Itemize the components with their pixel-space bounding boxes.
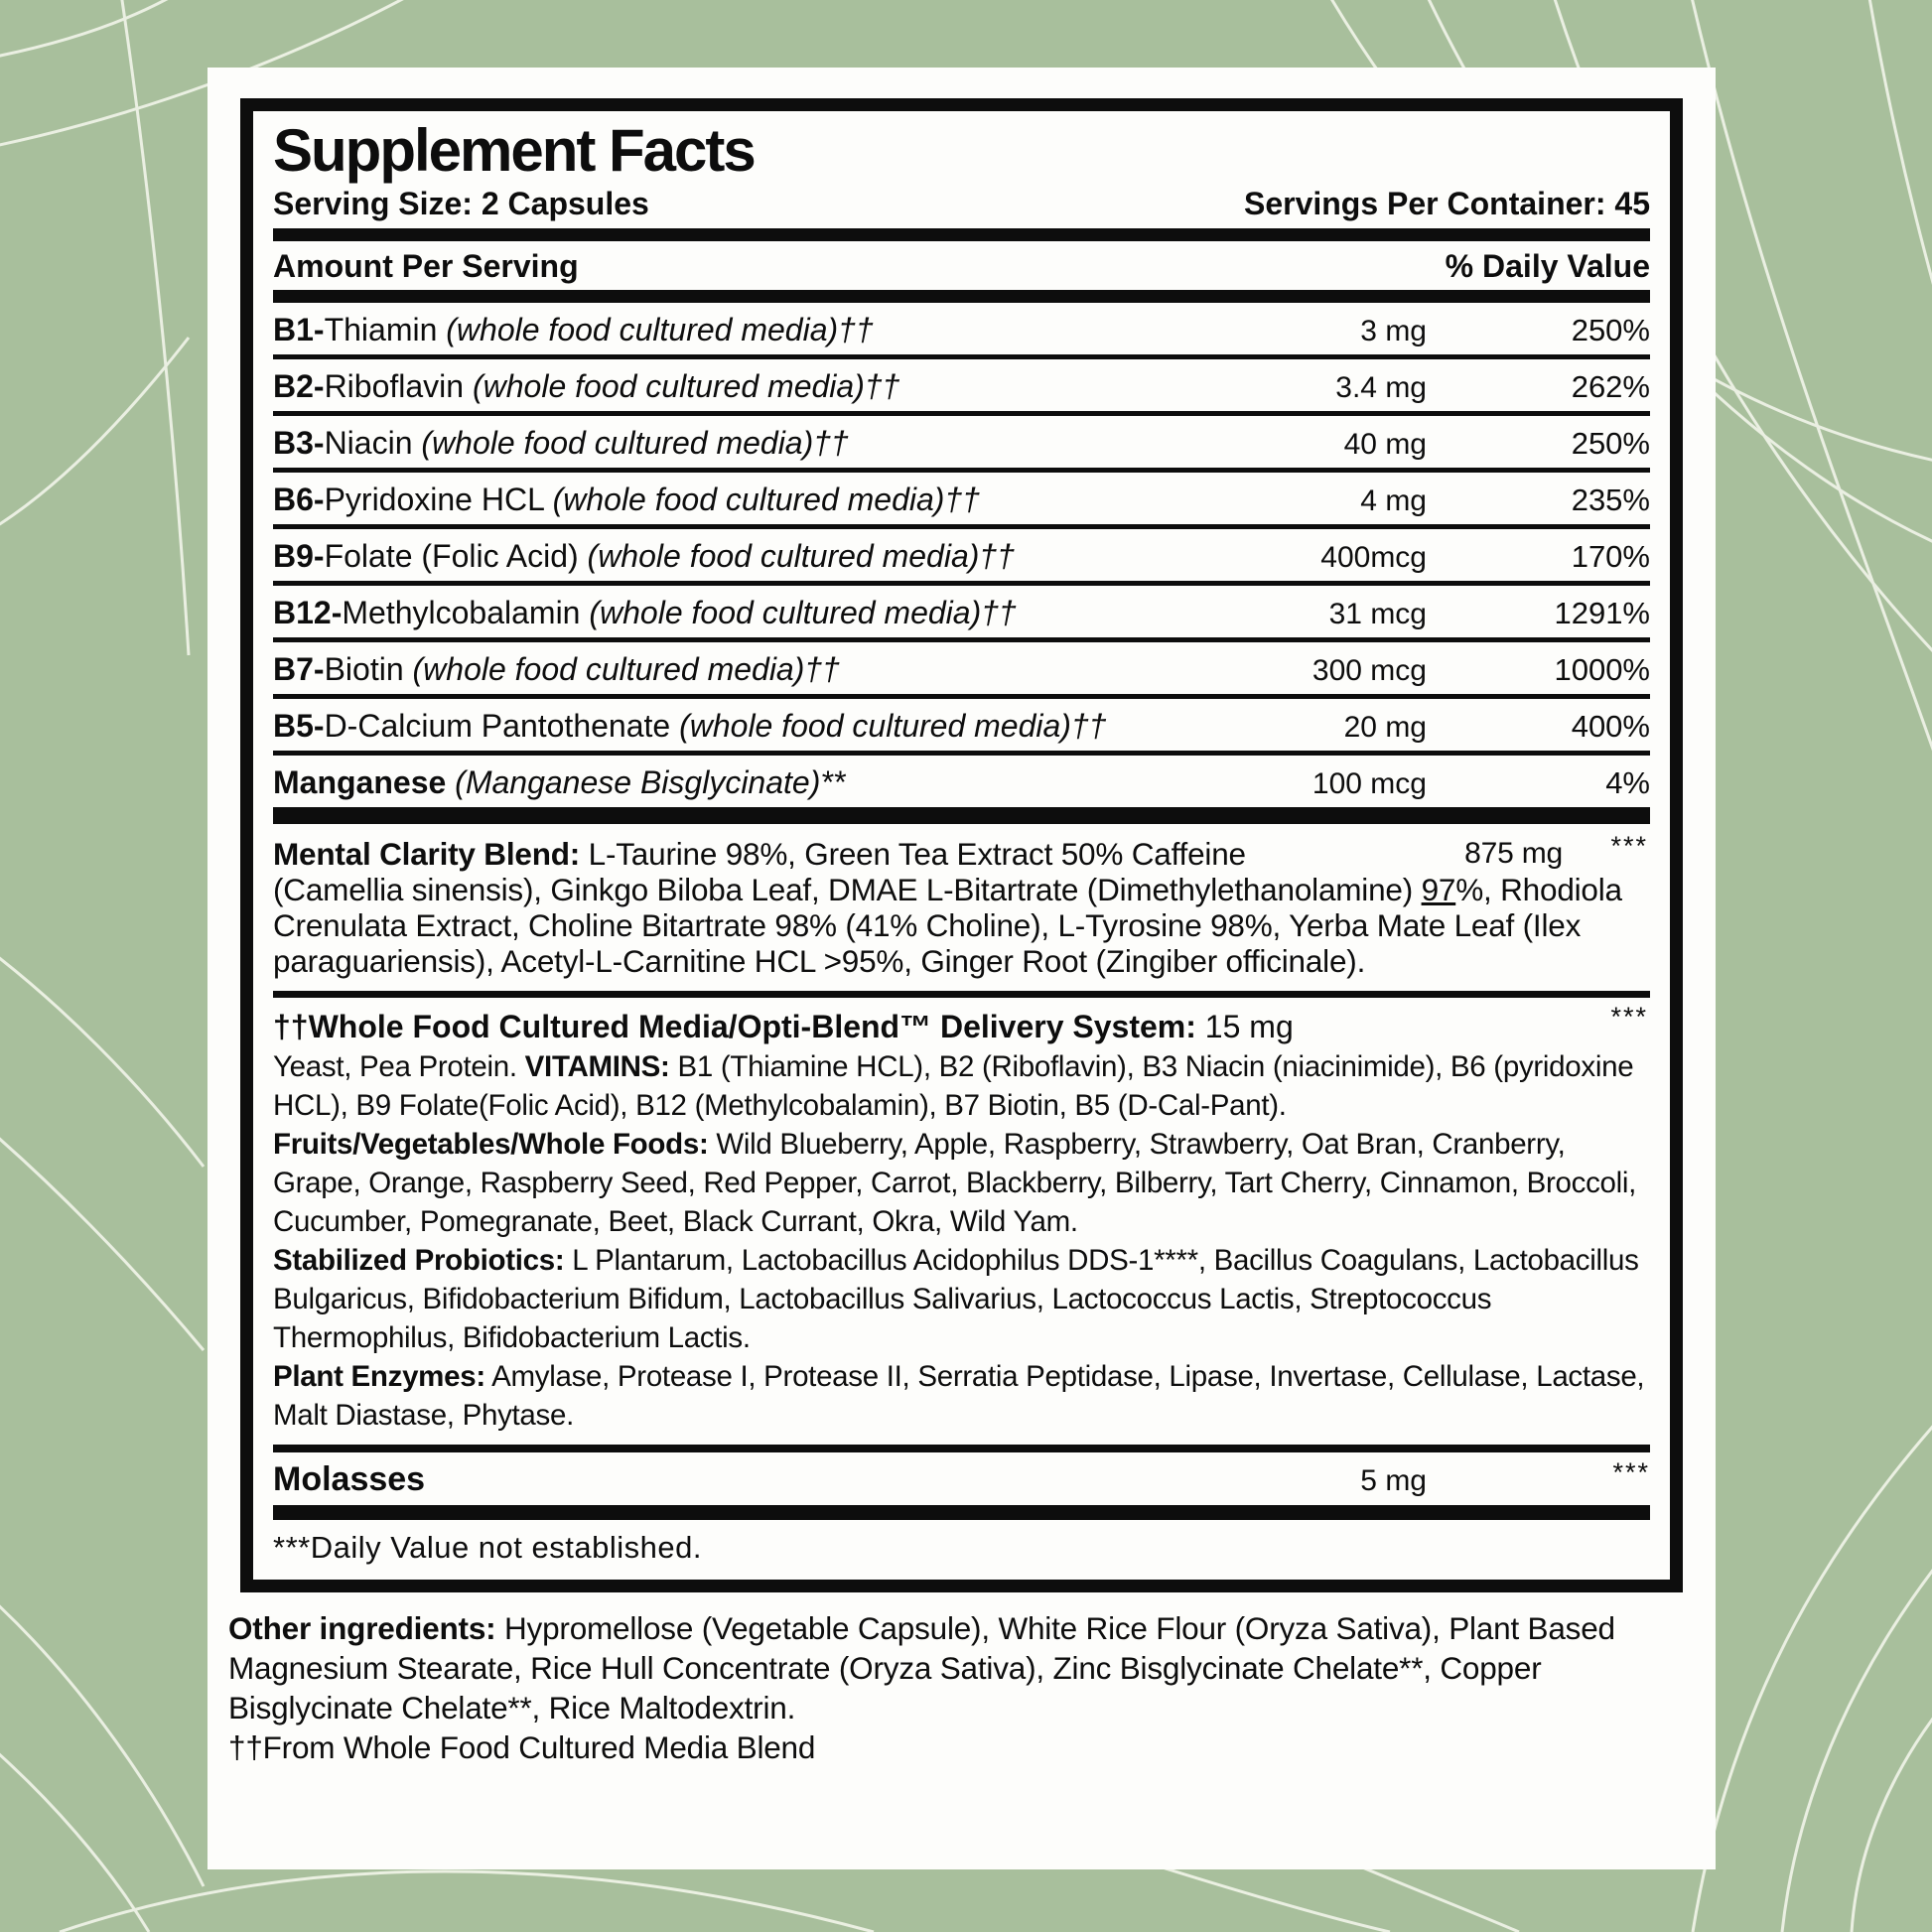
text-segment: (whole food cultured media)†† — [446, 312, 874, 347]
text-segment: B1 (Thiamine HCL), B2 (Riboflavin), B3 Niacin (niacinimide), B6 (pyridoxine HCL), B9 Folate(Folic Acid), B12 (Methylcobalamin), B7 Biotin, B5 (D-Cal-Pant). — [273, 1050, 1634, 1122]
text-segment: B5- — [273, 708, 325, 744]
nutrient-daily-value: 1000% — [1554, 652, 1650, 687]
text-segment: Thiamin — [324, 312, 447, 347]
nutrient-row — [273, 529, 1650, 581]
text-segment: B3- — [273, 425, 325, 461]
nutrient-name — [273, 311, 1238, 348]
nutrient-daily-value: 4% — [1605, 765, 1650, 800]
text-segment: L Plantarum, Lactobacillus Acidophilus DDS-1****, Bacillus Coagulans, Lactobacillus Bulgaricus, Bifidobacterium Bifidum, Lactobacillus Salivarius, Lactococcus Lactis, Streptococcus Thermophilus, Bifidobacterium Lactis. — [273, 1244, 1639, 1354]
nutrient-row — [273, 303, 1650, 354]
nutrient-name — [273, 594, 1238, 631]
daily-value-note: ***Daily Value not established. — [273, 1530, 702, 1565]
text-segment: Biotin — [324, 651, 413, 687]
nutrient-name — [273, 650, 1238, 688]
molasses-row — [273, 1452, 1650, 1505]
divider-bar — [273, 228, 1650, 241]
probiotics-block — [273, 1241, 1650, 1357]
molasses-amount: 5 mg — [1360, 1464, 1427, 1497]
text-segment: B6- — [273, 482, 325, 517]
nutrient-daily-value: 250% — [1571, 313, 1650, 347]
thick-divider-bar — [273, 1505, 1650, 1520]
text-segment: (whole food cultured media)†† — [589, 595, 1017, 630]
nutrient-amount: 40 mg — [1343, 428, 1427, 461]
cultured-media-note — [228, 1727, 1695, 1767]
nutrient-row — [273, 473, 1650, 524]
text-segment: (whole food cultured media)†† — [472, 368, 900, 404]
text-segment: L-Taurine 98%, Green Tea Extract 50% Caffeine (Camellia sinensis), Ginkgo Biloba Leaf, DMAE L-Bitartrate (Dimethylethanolamine) — [273, 836, 1422, 907]
other-ingredients-text — [228, 1608, 1695, 1727]
nutrient-rows — [273, 303, 1650, 807]
daily-value-header: % Daily Value — [1445, 248, 1650, 284]
nutrient-amount: 4 mg — [1360, 484, 1427, 517]
text-segment: (whole food cultured media)†† — [412, 651, 840, 687]
vitamins-block — [273, 1047, 1650, 1125]
text-segment: (whole food cultured media)†† — [587, 538, 1015, 574]
text-segment: Amylase, Protease I, Protease II, Serratia Peptidase, Lipase, Invertase, Cellulase, Lactase, Malt Diastase, Phytase. — [273, 1360, 1645, 1432]
text-segment: Other ingredients: — [228, 1610, 496, 1646]
footnote-asterisks: *** — [1610, 1002, 1648, 1032]
text-segment: ††Whole Food Cultured Media/Opti-Blend™ Delivery System: — [273, 1009, 1196, 1044]
nutrient-name — [273, 763, 1238, 801]
text-segment: Yeast, Pea Protein. — [273, 1050, 525, 1083]
text-segment: B7- — [273, 651, 325, 687]
nutrient-name — [273, 481, 1238, 518]
nutrient-amount: 31 mcg — [1328, 598, 1427, 630]
serving-size: Serving Size: 2 Capsules — [273, 186, 649, 221]
text-segment: ††From Whole Food Cultured Media Blend — [228, 1729, 816, 1765]
nutrient-amount: 3 mg — [1360, 315, 1427, 347]
nutrient-row — [273, 642, 1650, 694]
text-segment: B2- — [273, 368, 325, 404]
text-segment: Hypromellose (Vegetable Capsule), White Rice Flour (Oryza Sativa), Plant Based Magnesium Stearate, Rice Hull Concentrate (Oryza Sativa), Zinc Bisglycinate Chelate**, Copper Bisglycinate Chelate**, Rice Maltodextrin. — [228, 1610, 1615, 1725]
nutrient-name — [273, 537, 1238, 575]
nutrient-amount: 100 mcg — [1311, 767, 1427, 800]
supplement-label-card — [207, 68, 1716, 1869]
delivery-system-section — [273, 998, 1650, 1445]
text-segment: Methylcobalamin — [342, 595, 590, 630]
text-segment: B12- — [273, 595, 343, 630]
nutrient-row — [273, 756, 1650, 807]
nutrient-daily-value: 235% — [1571, 483, 1650, 517]
text-segment: Manganese — [273, 764, 456, 800]
text-segment: %, Rhodiola Crenulata Extract, Choline Bitartrate 98% (41% Choline), L-Tyrosine 98%, Yerba Mate Leaf (Ilex paraguariensis), Acetyl-L-Carnitine HCL >95%, Ginger Root (Zingiber officinale). — [273, 872, 1622, 979]
text-segment: (Manganese Bisglycinate)** — [455, 764, 846, 800]
text-segment: B1- — [273, 312, 325, 347]
text-segment: Folate (Folic Acid) — [324, 538, 588, 574]
supplement-facts-box — [240, 98, 1683, 1592]
delivery-system-heading — [273, 1006, 1650, 1047]
nutrient-amount: 20 mg — [1343, 711, 1427, 744]
text-segment: Pyridoxine HCL — [324, 482, 553, 517]
nutrient-row — [273, 699, 1650, 751]
text-segment: Riboflavin — [324, 368, 473, 404]
nutrient-name — [273, 367, 1238, 405]
supplement-facts-title: Supplement Facts — [273, 117, 755, 184]
text-segment: Stabilized Probiotics: — [273, 1244, 565, 1277]
nutrient-daily-value: 262% — [1571, 369, 1650, 404]
amount-per-serving-header: Amount Per Serving — [273, 248, 579, 284]
text-segment: 97 — [1421, 872, 1456, 907]
nutrient-amount: 400mcg — [1320, 541, 1427, 574]
text-segment: 15 mg — [1195, 1009, 1294, 1044]
nutrient-name — [273, 707, 1238, 745]
text-segment: VITAMINS: — [524, 1050, 670, 1083]
servings-per-container: Servings Per Container: 45 — [1243, 186, 1650, 221]
text-segment: (whole food cultured media)†† — [552, 482, 981, 517]
nutrient-amount: 3.4 mg — [1335, 371, 1427, 404]
nutrient-row — [273, 586, 1650, 637]
nutrient-amount: 300 mcg — [1311, 654, 1427, 687]
nutrient-daily-value: 250% — [1571, 426, 1650, 461]
thick-divider-bar — [273, 807, 1650, 824]
nutrient-daily-value: 1291% — [1554, 596, 1650, 630]
text-segment: Mental Clarity Blend: — [273, 836, 581, 872]
text-segment: (whole food cultured media)†† — [679, 708, 1107, 744]
mental-clarity-blend — [273, 824, 1650, 991]
column-header-row — [273, 241, 1650, 290]
text-segment: (whole food cultured media)†† — [421, 425, 849, 461]
text-segment: D-Calcium Pantothenate — [324, 708, 680, 744]
text-segment: Wild Blueberry, Apple, Raspberry, Strawberry, Oat Bran, Cranberry, Grape, Orange, Raspberry Seed, Red Pepper, Carrot, Blackberry, Bilberry, Tart Cherry, Cinnamon, Broccoli, Cucumber, Pomegranate, Beet, Black Currant, Okra, Wild Yam. — [273, 1128, 1637, 1238]
nutrient-daily-value: 170% — [1571, 539, 1650, 574]
footnote-asterisks: *** — [1612, 1457, 1650, 1487]
molasses-name: Molasses — [273, 1460, 426, 1498]
nutrient-row — [273, 416, 1650, 468]
text-segment: Plant Enzymes: — [273, 1360, 485, 1393]
divider-bar — [273, 290, 1650, 303]
other-ingredients — [228, 1608, 1695, 1767]
nutrient-daily-value: 400% — [1571, 709, 1650, 744]
text-segment: Fruits/Vegetables/Whole Foods: — [273, 1128, 709, 1161]
nutrient-row — [273, 359, 1650, 411]
text-segment: Niacin — [324, 425, 422, 461]
divider-bar — [273, 991, 1650, 998]
footnote-asterisks: *** — [1610, 831, 1648, 861]
text-segment: B9- — [273, 538, 325, 574]
fruits-vegetables-block — [273, 1125, 1650, 1241]
nutrient-name — [273, 424, 1238, 462]
blend-amount: 875 mg — [1464, 837, 1563, 870]
plant-enzymes-block — [273, 1357, 1650, 1435]
divider-bar — [273, 1445, 1650, 1452]
serving-row — [273, 185, 1650, 222]
